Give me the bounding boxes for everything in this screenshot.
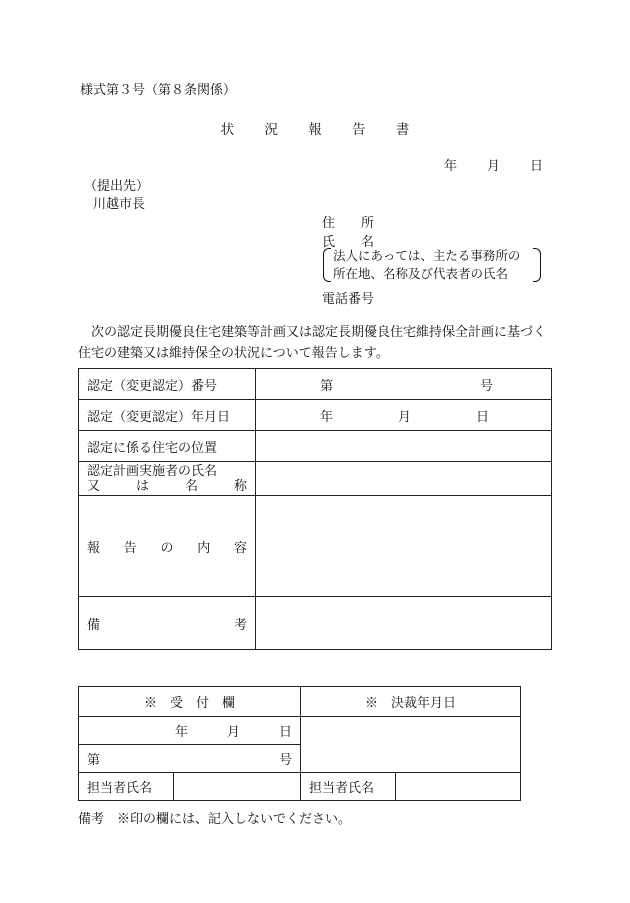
implementer-label <box>79 462 256 496</box>
label-char: 称 <box>233 478 247 494</box>
table-row <box>79 369 552 400</box>
submission-date <box>444 155 543 174</box>
left-bracket <box>323 248 331 282</box>
label-char: 備 <box>87 617 101 633</box>
corporation-note-line1: 法人にあっては、主たる事務所の <box>333 248 521 263</box>
table-row <box>79 597 552 650</box>
header-text: ※ 決裁年月日 <box>364 696 456 711</box>
document-title: 状 況 報 告 書 <box>220 122 423 138</box>
date-month-label: 月 <box>487 159 501 174</box>
label-char: 名 <box>184 478 198 494</box>
label-char: 告 <box>123 540 137 556</box>
table-row <box>79 687 521 717</box>
label-char: 容 <box>233 540 247 556</box>
corporation-note-line2: 所在地、名称及び代表者の氏名 <box>333 266 509 281</box>
label-text: 認定に係る住宅の位置 <box>87 440 218 456</box>
office-use-table <box>78 686 521 801</box>
reception-staff-label <box>79 773 174 801</box>
intro-paragraph: 次の認定長期優良住宅建築等計画又は認定長期優良住宅維持保全計画に基づく住宅の建築又は維持保全の状況について報告します。 <box>78 325 547 361</box>
remarks-value[interactable] <box>256 597 552 650</box>
phone-label: 電話番号 <box>322 292 375 307</box>
day-label: 日 <box>278 725 292 740</box>
label-char: 考 <box>233 617 247 633</box>
number-prefix: 第 <box>320 378 334 394</box>
table-row <box>79 462 552 496</box>
label-char: は <box>135 478 149 494</box>
table-row <box>79 717 521 745</box>
report-table <box>78 368 552 650</box>
decision-staff-value[interactable] <box>396 773 521 801</box>
year-label: 年 <box>320 409 334 425</box>
certification-date-label <box>79 400 256 431</box>
label-line2 <box>87 479 247 494</box>
certification-number-label <box>79 369 256 400</box>
name-label: 氏 名 <box>322 235 375 250</box>
certification-date-value[interactable] <box>256 400 552 431</box>
number-suffix: 号 <box>479 378 493 394</box>
table-row <box>79 400 552 431</box>
date-year-label: 年 <box>444 159 458 174</box>
label-char: 報 <box>87 540 101 556</box>
recipient-name: 川越市長 <box>93 197 146 212</box>
reception-number-cell[interactable] <box>79 745 301 773</box>
day-label: 日 <box>475 409 489 425</box>
label-text: 認定計画実施者の氏名 <box>87 463 218 479</box>
table-row <box>79 431 552 462</box>
form-number: 様式第３号（第８条関係） <box>80 83 237 98</box>
month-label: 月 <box>397 409 411 425</box>
reception-header <box>79 687 301 717</box>
year-label: 年 <box>175 725 189 740</box>
number-suffix: 号 <box>278 753 292 768</box>
label-text: 担当者氏名 <box>87 781 153 796</box>
reception-staff-value[interactable] <box>174 773 301 801</box>
report-content-value[interactable] <box>256 496 552 597</box>
certification-number-value[interactable] <box>256 369 552 400</box>
header-text: ※ 受 付 欄 <box>143 696 235 711</box>
number-prefix: 第 <box>87 753 101 768</box>
label-text: 認定（変更認定）番号 <box>87 378 218 394</box>
remarks-label <box>79 597 256 650</box>
corporation-note <box>325 247 541 283</box>
house-location-value[interactable] <box>256 431 552 462</box>
label-text: 担当者氏名 <box>309 781 375 796</box>
table-row <box>79 496 552 597</box>
table-row <box>79 773 521 801</box>
decision-staff-label <box>301 773 396 801</box>
house-location-label <box>79 431 256 462</box>
label-char: の <box>160 540 174 556</box>
decision-date-header <box>301 687 521 717</box>
report-content-label <box>79 496 256 597</box>
footer-note: 備考 ※印の欄には、記入しないでください。 <box>78 812 352 827</box>
month-label: 月 <box>226 725 240 740</box>
implementer-value[interactable] <box>256 462 552 496</box>
reception-date-cell[interactable] <box>79 717 301 745</box>
decision-date-cell[interactable] <box>301 717 521 773</box>
right-bracket <box>533 248 541 282</box>
recipient-label: （提出先） <box>84 179 150 194</box>
label-char: 又 <box>87 478 101 494</box>
address-label: 住 所 <box>322 216 375 231</box>
label-text: 認定（変更認定）年月日 <box>87 409 231 425</box>
date-day-label: 日 <box>530 159 544 174</box>
label-char: 内 <box>197 540 211 556</box>
